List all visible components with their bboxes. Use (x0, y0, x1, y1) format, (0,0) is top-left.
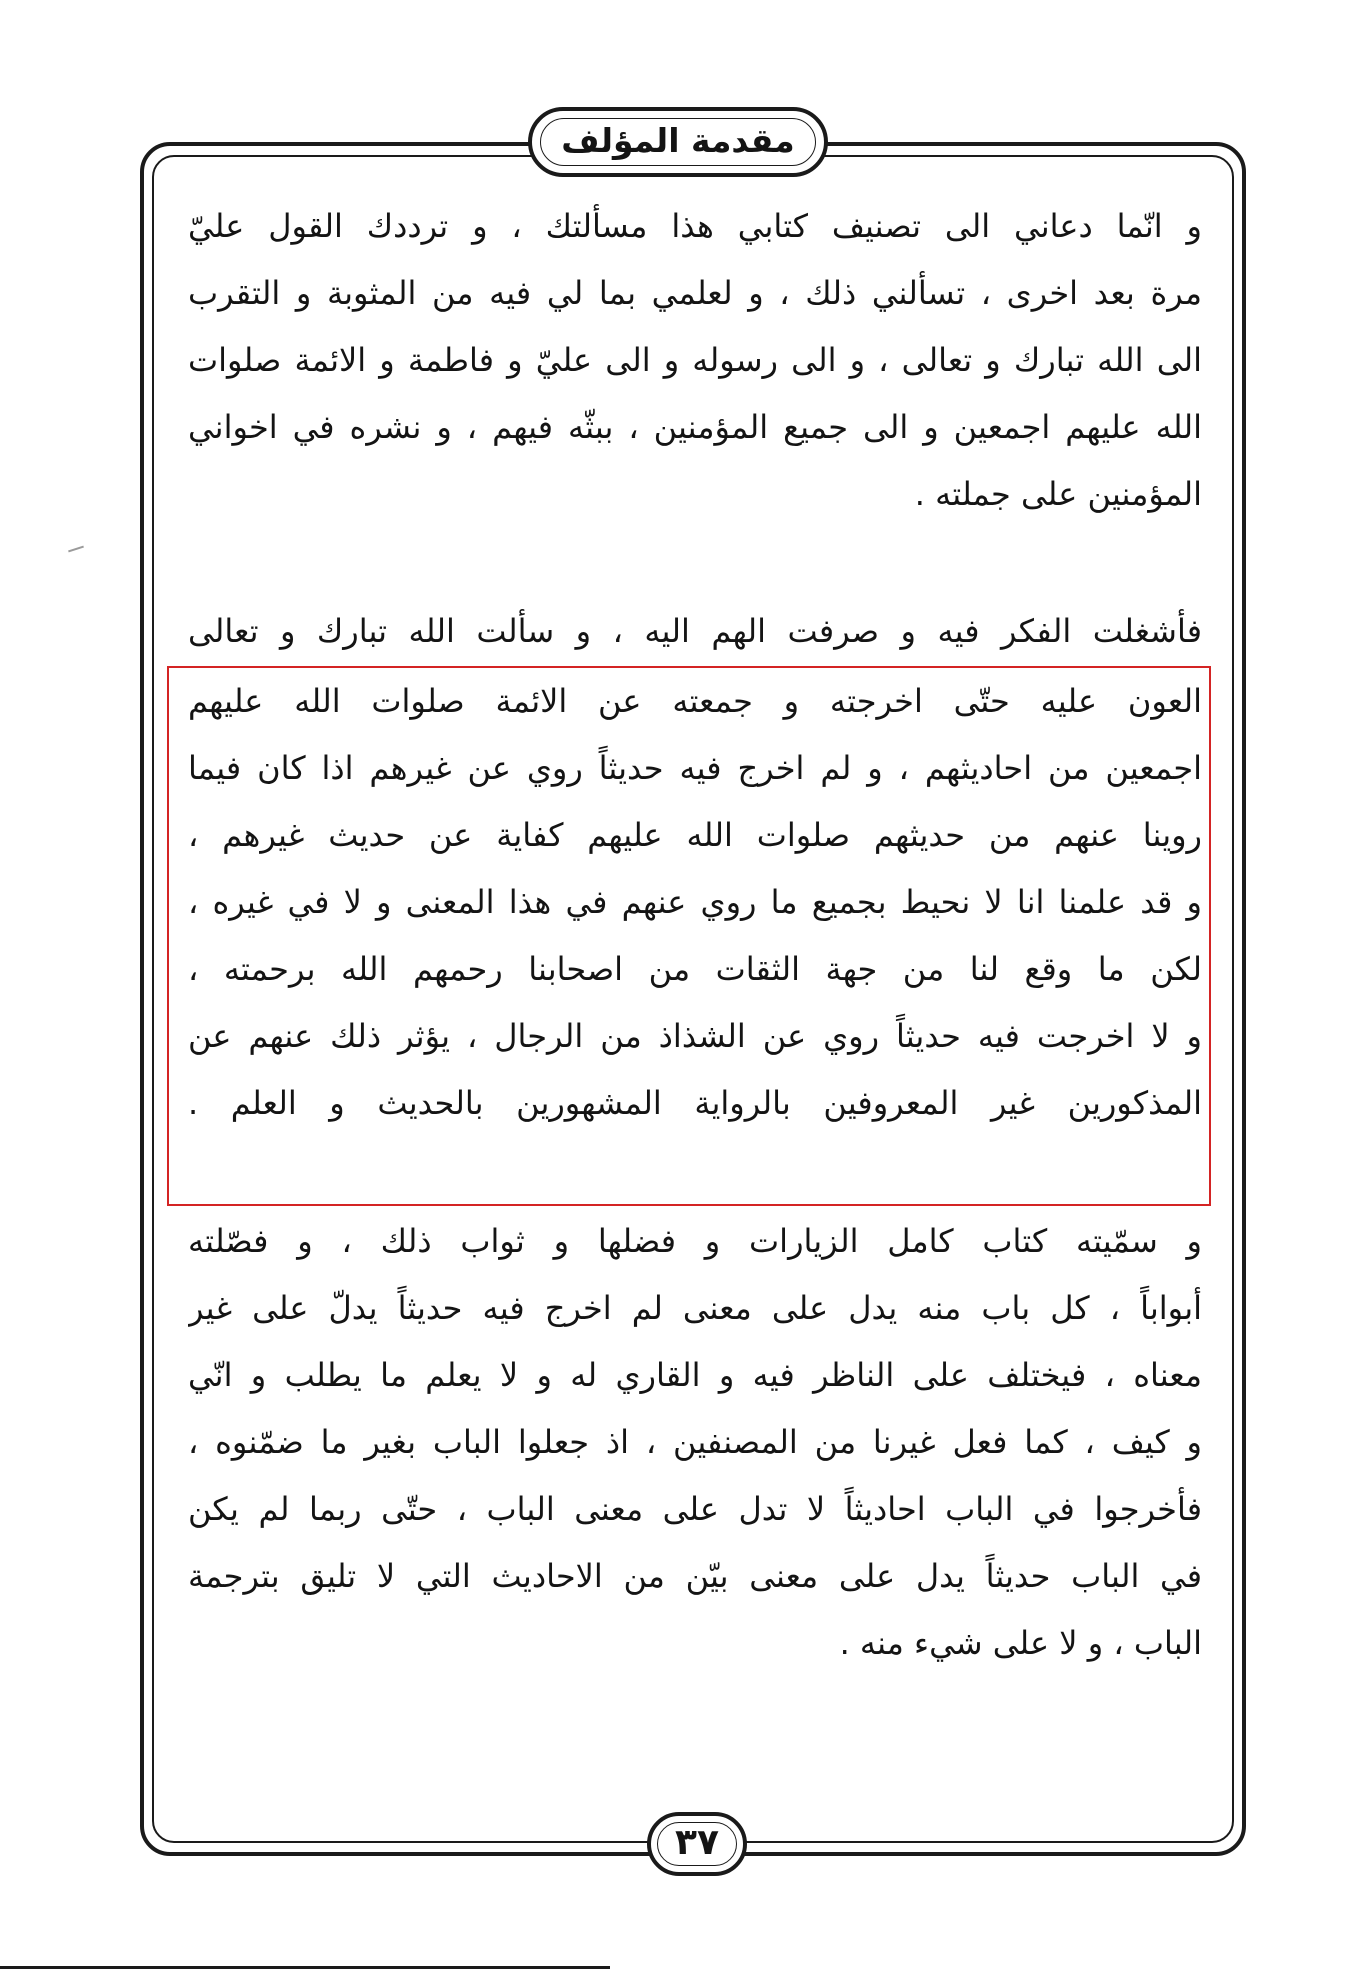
paragraph-1 (188, 193, 1202, 528)
text-line: الله عليهم اجمعين و الى جميع المؤمنين ، ببثّه فيهم ، و نشره في اخواني (188, 408, 1202, 446)
text-line: المذكورين غير المعروفين بالرواية المشهورين بالحديث و العلم . (188, 1084, 1202, 1122)
page-number-cartouche (647, 1812, 747, 1876)
text-line: العون عليه حتّى اخرجته و جمعته عن الائمة صلوات الله عليهم (188, 682, 1202, 720)
paragraph-3 (188, 1208, 1202, 1677)
text-line: و قد علمنا انا لا نحيط بجميع ما روي عنهم في هذا المعنى و لا في غيره ، (188, 883, 1202, 921)
text-line: في الباب حديثاً يدل على معنى بيّن من الاحاديث التي لا تليق بترجمة (188, 1557, 1202, 1595)
text-line: المؤمنين على جملته . (914, 475, 1202, 513)
margin-mark (68, 546, 84, 553)
text-line: لكن ما وقع لنا من جهة الثقات من اصحابنا رحمهم الله برحمته ، (188, 950, 1202, 988)
text-line: و انّما دعاني الى تصنيف كتابي هذا مسألتك ، و ترددك القول عليّ (188, 207, 1202, 245)
text-line: الى الله تبارك و تعالى ، و الى رسوله و الى عليّ و فاطمة و الائمة صلوات (188, 341, 1202, 379)
text-line: فأشغلت الفكر فيه و صرفت الهم اليه ، و سألت الله تبارك و تعالى (188, 612, 1202, 650)
highlighted-passage (188, 668, 1202, 1137)
text-line: مرة بعد اخرى ، تسألني ذلك ، و لعلمي بما لي فيه من المثوبة و التقرب (188, 274, 1202, 312)
text-line: اجمعين من احاديثهم ، و لم اخرج فيه حديثاً روي عن غيرهم اذا كان فيما (188, 749, 1202, 787)
text-line: أبواباً ، كل باب منه يدل على معنى لم اخرج فيه حديثاً يدلّ على غير (188, 1289, 1202, 1327)
text-line: معناه ، فيختلف على الناظر فيه و القاري له و لا يعلم ما يطلب و انّي (188, 1356, 1202, 1394)
text-line: الباب ، و لا على شيء منه . (839, 1624, 1202, 1662)
header-cartouche (528, 107, 828, 177)
bottom-rule (0, 1966, 610, 1969)
page-title: مقدمة المؤلف (561, 120, 795, 160)
text-line: فأخرجوا في الباب احاديثاً لا تدل على معنى الباب ، حتّى ربما لم يكن (188, 1490, 1202, 1528)
text-line: و كيف ، كما فعل غيرنا من المصنفين ، اذ جعلوا الباب بغير ما ضمّنوه ، (188, 1423, 1202, 1461)
text-line: و لا اخرجت فيه حديثاً روي عن الشذاذ من الرجال ، يؤثر ذلك عنهم عن (188, 1017, 1202, 1055)
paragraph-2-intro (188, 598, 1202, 665)
page-number: ٣٧ (675, 1821, 719, 1863)
text-line: روينا عنهم من حديثهم صلوات الله عليهم كفاية عن حديث غيرهم ، (188, 816, 1202, 854)
text-line: و سمّيته كتاب كامل الزيارات و فضلها و ثواب ذلك ، و فصّلته (188, 1222, 1202, 1260)
